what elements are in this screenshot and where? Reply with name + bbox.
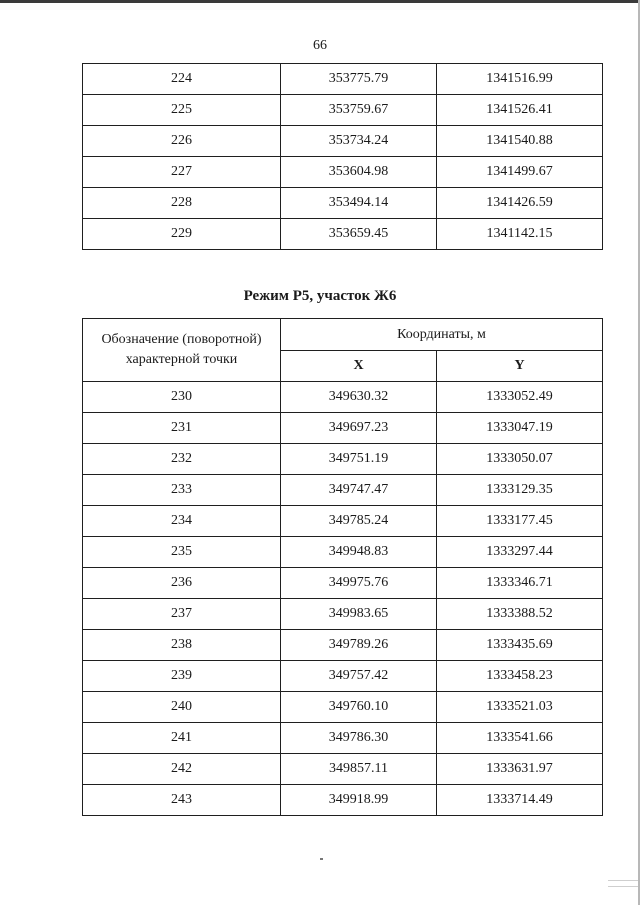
scan-mark [608, 886, 638, 887]
table-row [83, 95, 603, 126]
y-coordinate-cell: 1333458.23 [437, 661, 603, 692]
y-coordinate-cell: 1333346.71 [437, 568, 603, 599]
table-row [83, 382, 603, 413]
coordinates-group-header: Координаты, м [281, 319, 603, 351]
x-coordinate-cell: 353659.45 [281, 219, 437, 250]
y-coordinate-cell: 1333047.19 [437, 413, 603, 444]
point-cell: 225 [83, 95, 281, 126]
table-row [83, 661, 603, 692]
point-cell: 242 [83, 754, 281, 785]
x-coordinate-cell: 349630.32 [281, 382, 437, 413]
point-cell: 227 [83, 157, 281, 188]
table-row [83, 188, 603, 219]
point-cell: 229 [83, 219, 281, 250]
section-title: Режим Р5, участок Ж6 [243, 288, 397, 304]
x-coordinate-cell: 349757.42 [281, 661, 437, 692]
table-row [83, 444, 603, 475]
x-coordinate-cell: 349747.47 [281, 475, 437, 506]
x-column-header: X [281, 351, 437, 382]
point-cell: 236 [83, 568, 281, 599]
table-row [83, 568, 603, 599]
table-row [83, 219, 603, 250]
y-coordinate-cell: 1341426.59 [437, 188, 603, 219]
point-cell: 230 [83, 382, 281, 413]
point-column-header [83, 319, 281, 382]
point-cell: 231 [83, 413, 281, 444]
x-coordinate-cell: 349918.99 [281, 785, 437, 816]
y-coordinate-cell: 1333050.07 [437, 444, 603, 475]
table-row [83, 630, 603, 661]
coordinates-table-body [83, 382, 603, 816]
table-row [83, 506, 603, 537]
page-number: 66 [313, 38, 327, 53]
table-row [83, 785, 603, 816]
scan-top-edge [0, 0, 640, 3]
point-cell: 228 [83, 188, 281, 219]
y-coordinate-cell: 1333388.52 [437, 599, 603, 630]
x-coordinate-cell: 349983.65 [281, 599, 437, 630]
y-coordinate-cell: 1333541.66 [437, 723, 603, 754]
x-coordinate-cell: 349697.23 [281, 413, 437, 444]
point-cell: 241 [83, 723, 281, 754]
point-cell: 239 [83, 661, 281, 692]
x-coordinate-cell: 349786.30 [281, 723, 437, 754]
coordinates-table [82, 318, 603, 816]
x-coordinate-cell: 349948.83 [281, 537, 437, 568]
table-row [83, 475, 603, 506]
point-cell: 226 [83, 126, 281, 157]
x-coordinate-cell: 353734.24 [281, 126, 437, 157]
y-coordinate-cell: 1333052.49 [437, 382, 603, 413]
footer-dot [320, 858, 323, 860]
point-cell: 237 [83, 599, 281, 630]
y-coordinate-cell: 1333177.45 [437, 506, 603, 537]
y-coordinate-cell: 1333297.44 [437, 537, 603, 568]
point-cell: 243 [83, 785, 281, 816]
y-coordinate-cell: 1341142.15 [437, 219, 603, 250]
point-cell: 224 [83, 64, 281, 95]
point-cell: 240 [83, 692, 281, 723]
point-column-header-line1: Обозначение (поворотной) [101, 332, 262, 347]
table-row [83, 413, 603, 444]
x-coordinate-cell: 349760.10 [281, 692, 437, 723]
y-coordinate-cell: 1333435.69 [437, 630, 603, 661]
table-row [83, 723, 603, 754]
y-coordinate-cell: 1333714.49 [437, 785, 603, 816]
point-cell: 232 [83, 444, 281, 475]
point-cell: 233 [83, 475, 281, 506]
x-coordinate-cell: 353775.79 [281, 64, 437, 95]
header-row-1 [83, 319, 603, 351]
x-coordinate-cell: 349975.76 [281, 568, 437, 599]
y-coordinate-cell: 1341526.41 [437, 95, 603, 126]
table-row [83, 157, 603, 188]
x-coordinate-cell: 349785.24 [281, 506, 437, 537]
x-coordinate-cell: 349857.11 [281, 754, 437, 785]
table-row [83, 754, 603, 785]
table-row [83, 126, 603, 157]
x-coordinate-cell: 349751.19 [281, 444, 437, 475]
point-column-header-line2: характерной точки [125, 352, 238, 367]
y-column-header: Y [437, 351, 603, 382]
coordinates-table-continued [82, 63, 603, 250]
y-coordinate-cell: 1333129.35 [437, 475, 603, 506]
table-row [83, 692, 603, 723]
point-cell: 238 [83, 630, 281, 661]
coordinates-table-header [83, 319, 603, 382]
y-coordinate-cell: 1333521.03 [437, 692, 603, 723]
table-row [83, 537, 603, 568]
y-coordinate-cell: 1333631.97 [437, 754, 603, 785]
table-row [83, 599, 603, 630]
coordinates-table-continued-body [83, 64, 603, 250]
y-coordinate-cell: 1341499.67 [437, 157, 603, 188]
table-row [83, 64, 603, 95]
x-coordinate-cell: 353759.67 [281, 95, 437, 126]
x-coordinate-cell: 353494.14 [281, 188, 437, 219]
y-coordinate-cell: 1341540.88 [437, 126, 603, 157]
point-cell: 235 [83, 537, 281, 568]
point-cell: 234 [83, 506, 281, 537]
y-coordinate-cell: 1341516.99 [437, 64, 603, 95]
x-coordinate-cell: 349789.26 [281, 630, 437, 661]
x-coordinate-cell: 353604.98 [281, 157, 437, 188]
scan-mark [608, 880, 638, 881]
